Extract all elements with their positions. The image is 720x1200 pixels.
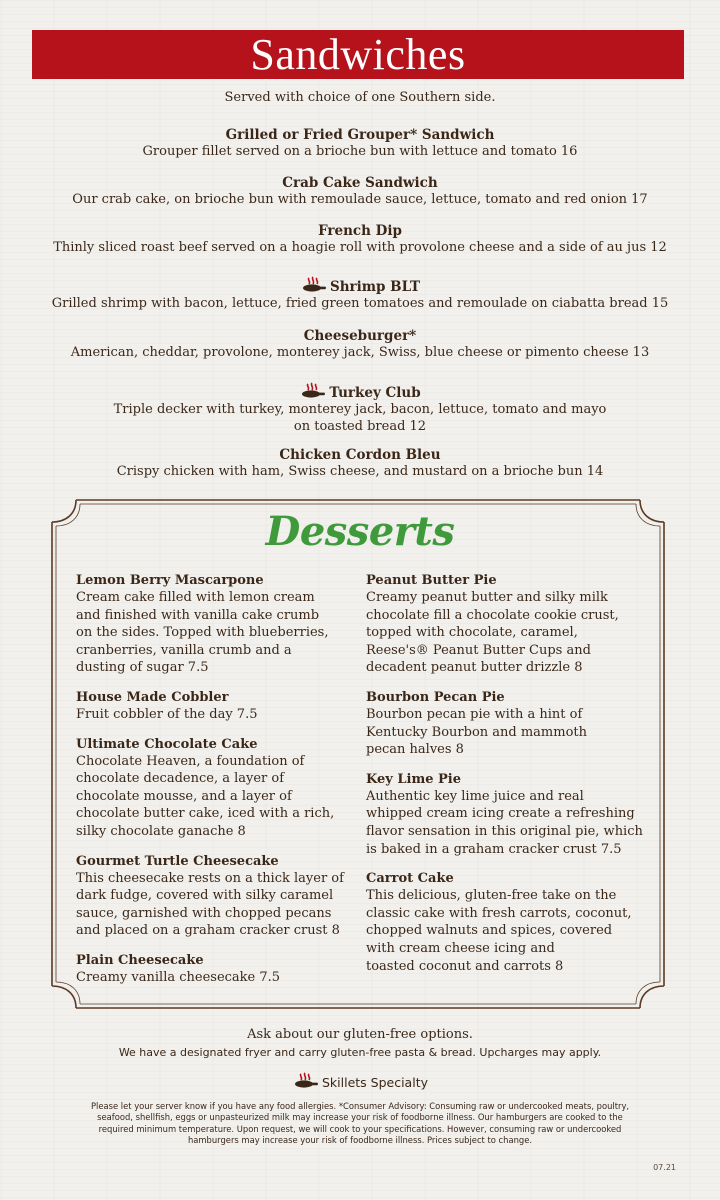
sandwich-name — [20, 328, 700, 344]
dessert-name: Peanut Butter Pie — [366, 573, 497, 588]
sandwich-item — [20, 447, 700, 480]
sandwich-name-text: Grilled or Fried Grouper* Sandwich — [225, 127, 495, 143]
dessert-name: Plain Cheesecake — [76, 952, 204, 968]
sandwich-description: Thinly sliced roast beef served on a hoagie roll with provolone cheese and a side of au jus 12 — [53, 240, 667, 255]
sandwich-name-text: Shrimp BLT — [329, 279, 421, 295]
dessert-description: dusting of sugar 7.5 — [76, 660, 209, 676]
dessert-description: toasted coconut and carrots 8 — [366, 958, 564, 974]
dessert-description: This cheesecake rests on a thick layer of — [76, 870, 344, 886]
skillet-icon — [299, 382, 325, 400]
sandwich-item — [20, 276, 700, 312]
sandwich-description: Our crab cake, on brioche bun with remoulade sauce, lettuce, tomato and red onion 17 — [72, 192, 648, 207]
dessert-description: with cream cheese icing and — [366, 940, 555, 956]
dessert-item — [76, 853, 348, 940]
dessert-item — [366, 572, 656, 677]
dessert-description: flavor sensation in this original pie, which — [366, 823, 643, 839]
dessert-name: Ultimate Chocolate Cake — [76, 736, 258, 752]
dessert-description: sauce, garnished with chopped pecans — [76, 905, 332, 921]
menu-code: 07.21 — [653, 1163, 676, 1172]
dessert-description: pecan halves 8 — [366, 742, 464, 758]
sandwich-name — [20, 175, 700, 191]
disclaimer-line: required minimum temperature. Upon request, we will cook to your specifications. However, consuming raw or undercooked — [98, 1123, 622, 1134]
dessert-description: cranberries, vanilla crumb and a — [76, 642, 292, 658]
sandwich-name-text: French Dip — [318, 223, 402, 239]
dessert-description: and placed on a graham cracker crust 8 — [76, 923, 340, 939]
sandwich-description: Grouper fillet served on a brioche bun with lettuce and tomato 16 — [142, 144, 578, 159]
dessert-description: This delicious, gluten-free take on the — [366, 888, 617, 904]
dessert-item — [76, 952, 348, 987]
disclaimer-line: seafood, shellfish, eggs or unpasteurized milk may increase your risk of foodborne illness. Our hamburgers are cooked to the — [97, 1112, 623, 1123]
legend-label: Skillets Specialty — [321, 1075, 428, 1090]
dessert-name: Lemon Berry Mascarpone — [76, 573, 264, 588]
sandwich-name — [20, 223, 700, 239]
sandwich-name — [20, 447, 700, 463]
sandwiches-subtitle: Served with choice of one Southern side. — [224, 90, 496, 105]
desserts-right-column — [366, 572, 656, 987]
sandwich-description: American, cheddar, provolone, monterey jack, Swiss, blue cheese or pimento cheese 13 — [70, 345, 650, 360]
desserts-left-column — [76, 572, 348, 999]
dessert-description: dark fudge, covered with silky caramel — [76, 888, 334, 904]
dessert-description: Kentucky Bourbon and mammoth — [366, 724, 588, 740]
sandwich-description: Triple decker with turkey, monterey jack, bacon, lettuce, tomato and mayo — [113, 402, 607, 417]
dessert-description: and finished with vanilla cake crumb — [76, 607, 320, 623]
sandwiches-banner — [32, 30, 684, 79]
consumer-advisory — [44, 1101, 676, 1146]
disclaimer-line: Please let your server know if you have any food allergies. *Consumer Advisory: Consuming raw or undercooked meats, poultry, — [90, 1101, 630, 1111]
sandwich-item — [20, 127, 700, 160]
dessert-description: chocolate mousse, and a layer of — [76, 788, 292, 804]
dessert-description: decadent peanut butter drizzle 8 — [366, 660, 583, 676]
sandwich-item — [20, 382, 700, 435]
dessert-description: classic cake with fresh carrots, coconut, — [366, 905, 632, 921]
sandwich-name-text: Turkey Club — [329, 385, 421, 401]
dessert-name: Bourbon Pecan Pie — [366, 689, 505, 705]
sandwich-description: Crispy chicken with ham, Swiss cheese, and mustard on a brioche bun 14 — [116, 464, 604, 479]
sandwich-description: on toasted bread 12 — [293, 419, 427, 434]
desserts-title: Desserts — [265, 508, 455, 555]
dessert-description: Creamy vanilla cheesecake 7.5 — [76, 969, 281, 985]
dessert-item — [366, 689, 656, 759]
sandwich-name-text: Cheeseburger* — [303, 328, 417, 344]
sandwiches-title: Sandwiches — [250, 29, 466, 79]
sandwich-name-text: Chicken Cordon Bleu — [279, 447, 441, 463]
dessert-item — [366, 771, 656, 858]
dessert-description: silky chocolate ganache 8 — [76, 823, 246, 839]
dessert-description: Cream cake filled with lemon cream — [76, 590, 315, 605]
dessert-description: Bourbon pecan pie with a hint of — [366, 706, 583, 722]
dessert-description: Fruit cobbler of the day 7.5 — [76, 706, 258, 722]
gluten-free-note: Ask about our gluten-free options. — [247, 1027, 473, 1042]
sandwich-item — [20, 175, 700, 208]
sandwich-item — [20, 328, 700, 361]
dessert-description: Chocolate Heaven, a foundation of — [76, 753, 305, 769]
sandwich-name — [20, 382, 700, 401]
dessert-description: Creamy peanut butter and silky milk — [366, 590, 608, 605]
dessert-name: Key Lime Pie — [366, 771, 461, 787]
dessert-item — [76, 736, 348, 841]
gluten-free-detail: We have a designated fryer and carry gluten-free pasta & bread. Upcharges may apply. — [118, 1046, 602, 1059]
dessert-description: Reese's® Peanut Butter Cups and — [366, 642, 591, 658]
dessert-item — [76, 689, 348, 724]
disclaimer-line: hamburgers may increase your risk of foodborne illness. Prices subject to change. — [187, 1134, 533, 1145]
dessert-description: topped with chocolate, caramel, — [366, 625, 578, 641]
dessert-description: chopped walnuts and spices, covered — [366, 923, 613, 939]
skillet-icon — [292, 1072, 318, 1090]
dessert-name: House Made Cobbler — [76, 689, 229, 705]
dessert-name: Carrot Cake — [366, 871, 454, 887]
dessert-item — [76, 572, 348, 677]
dessert-description: chocolate decadence, a layer of — [76, 771, 285, 787]
sandwich-name-text: Crab Cake Sandwich — [282, 175, 438, 191]
sandwich-name — [20, 127, 700, 143]
skillet-icon — [300, 276, 326, 294]
sandwich-item — [20, 223, 700, 256]
dessert-description: chocolate fill a chocolate cookie crust, — [366, 607, 619, 623]
dessert-description: whipped cream icing create a refreshing — [366, 806, 635, 822]
sandwich-description: Grilled shrimp with bacon, lettuce, fried green tomatoes and remoulade on ciabatta bread 15 — [51, 296, 669, 311]
dessert-description: chocolate butter cake, iced with a rich, — [76, 806, 335, 822]
dessert-description: Authentic key lime juice and real — [366, 788, 584, 804]
dessert-item — [366, 870, 656, 975]
dessert-description: on the sides. Topped with blueberries, — [76, 625, 329, 641]
sandwich-name — [20, 276, 700, 295]
dessert-description: is baked in a graham cracker crust 7.5 — [366, 841, 622, 857]
specialty-legend — [20, 1072, 700, 1090]
dessert-name: Gourmet Turtle Cheesecake — [76, 853, 279, 869]
